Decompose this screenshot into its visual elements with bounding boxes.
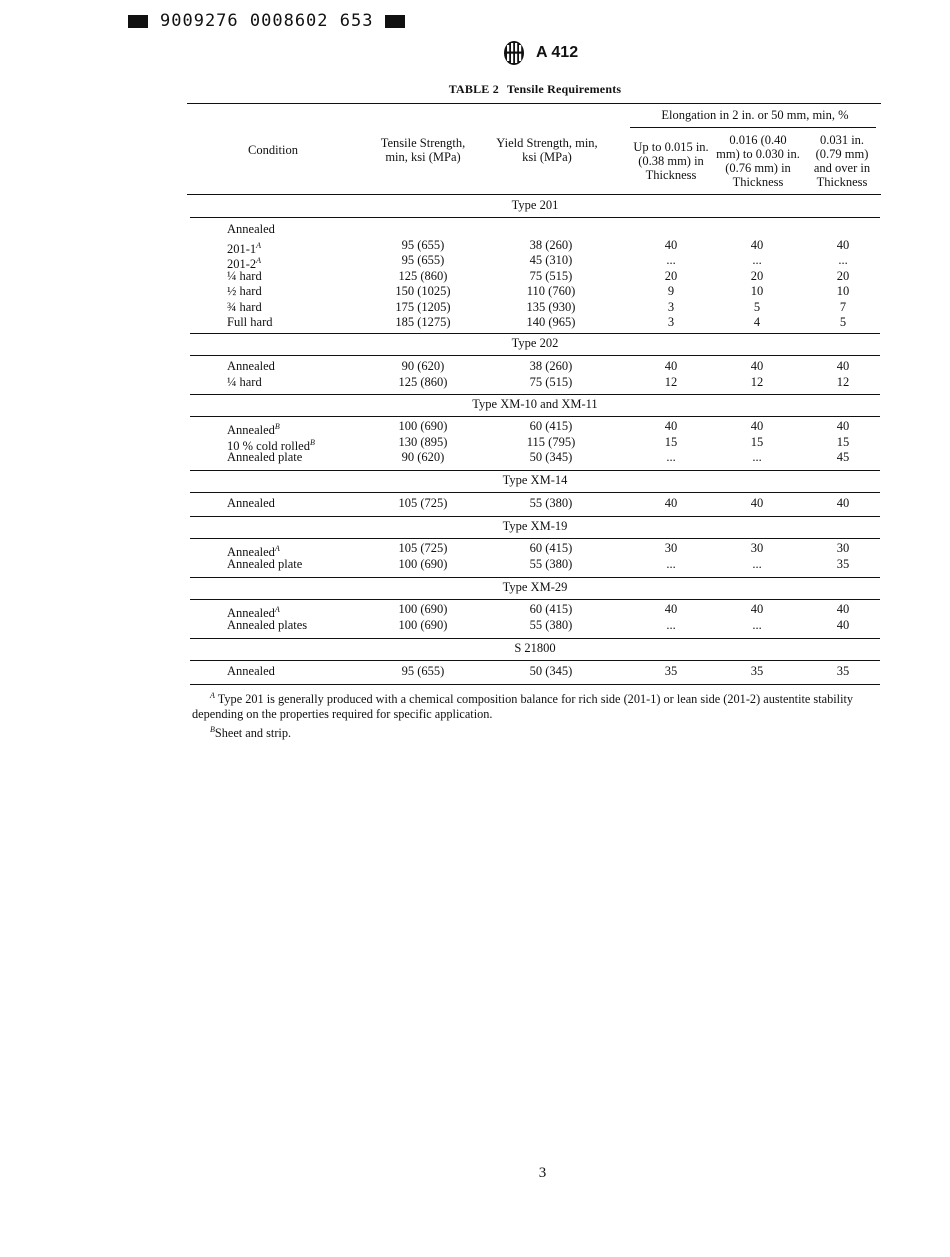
footnote-a: [192, 688, 892, 722]
condition-text: ¾ hard: [227, 299, 262, 314]
footnote-ref: A: [274, 544, 280, 553]
footnote-ref: A: [256, 240, 262, 250]
condition-text: Annealed: [227, 545, 275, 560]
table-cell-e3: 40: [836, 602, 850, 616]
table-cell-yield: 60 (415): [529, 419, 573, 433]
col-header-tensile: Tensile Strength, min, ksi (MPa): [380, 136, 466, 164]
condition-text: Annealed: [227, 222, 275, 236]
table-cell-tensile: 100 (690): [398, 556, 448, 571]
table-cell-e1: 15: [664, 434, 678, 449]
table-cell-e2: 40: [750, 496, 764, 510]
page-number: 3: [538, 1165, 547, 1181]
footnote-b-text: Sheet and strip.: [214, 726, 292, 741]
table-cell-e2: 40: [750, 419, 764, 433]
condition-text: Annealed plate: [227, 556, 303, 571]
footnote-a-text: Type 201 is generally produced with a chemical composition balance for rich side (201-1) or lean side (201-2) austentite stability depending on the properties required for specific application.: [192, 692, 854, 722]
table-row-condition: [227, 222, 275, 237]
table-cell-e1: 9: [667, 284, 675, 298]
section-header-rule: [190, 217, 880, 218]
condition-text: Annealed: [227, 359, 275, 373]
table-cell-e2: 40: [750, 359, 764, 373]
condition-text: ¼ hard: [227, 374, 262, 389]
table-row-condition: [227, 664, 275, 679]
table-cell-tensile: 175 (1205): [395, 299, 451, 314]
table-cell-tensile: 95 (655): [401, 253, 445, 267]
astm-logo-icon: [502, 39, 526, 67]
table-cell-yield: 110 (760): [526, 284, 576, 298]
section-header-rule: [190, 660, 880, 661]
section-top-rule: [190, 577, 880, 578]
table-cell-tensile: 150 (1025): [395, 284, 451, 298]
table-cell-tensile: 105 (725): [398, 541, 448, 555]
table-cell-e2: ...: [752, 450, 762, 464]
table-bottom-rule: [190, 684, 880, 685]
table-cell-yield: 55 (380): [529, 556, 573, 571]
table-cell-e1: ...: [666, 450, 676, 464]
table-cell-yield: 75 (515): [529, 268, 573, 283]
table-cell-e3: 15: [836, 434, 850, 449]
table-row-condition: [227, 557, 302, 572]
table-cell-e2: 30: [750, 541, 764, 555]
footnote-ref: A: [274, 605, 280, 614]
condition-text: Annealed: [227, 496, 275, 510]
table-cell-yield: 38 (260): [529, 237, 573, 252]
table-cell-e2: 5: [753, 299, 761, 314]
table-cell-e2: ...: [752, 556, 762, 571]
condition-text: Annealed plates: [227, 617, 308, 632]
section-title: Type XM-10 and XM-11: [472, 397, 598, 411]
table-cell-e1: 20: [664, 268, 678, 283]
table-cell-e1: ...: [666, 556, 676, 571]
condition-text: Annealed: [227, 664, 275, 678]
table-cell-tensile: 130 (895): [398, 434, 448, 449]
table-cell-e3: 40: [836, 419, 850, 433]
table-cell-e3: 30: [836, 541, 850, 555]
document-code-line: [128, 10, 405, 32]
table-cell-tensile: 95 (655): [401, 237, 445, 252]
condition-text: Annealed plate: [227, 450, 303, 464]
table-cell-yield: 115 (795): [526, 434, 576, 449]
table-cell-e3: 10: [836, 284, 850, 298]
table-cell-yield: 50 (345): [529, 450, 573, 464]
section-header-rule: [190, 492, 880, 493]
table-cell-yield: 45 (310): [529, 253, 573, 267]
table-cell-e3: 20: [836, 268, 850, 283]
col-header-thick: 0.031 in. (0.79 mm) and over in Thickness: [813, 133, 871, 189]
table-number: TABLE 2: [448, 82, 499, 96]
col-header-thin: Up to 0.015 in. (0.38 mm) in Thickness: [633, 140, 709, 182]
section-header-rule: [190, 416, 880, 417]
table-cell-tensile: 100 (690): [398, 602, 448, 616]
document-code: 9009276 0008602 653: [160, 11, 374, 31]
table-cell-e2: 10: [750, 284, 764, 298]
table-cell-e2: ...: [752, 253, 762, 267]
table-row-condition: [227, 300, 262, 315]
header-bottom-rule: [187, 194, 881, 195]
section-top-rule: [190, 470, 880, 471]
condition-text: Annealed: [227, 606, 275, 621]
table-row-condition: [227, 284, 262, 299]
section-title: Type XM-14: [502, 473, 568, 487]
table-row-condition: [227, 375, 262, 390]
table-top-rule: [187, 103, 881, 104]
condition-text: ½ hard: [227, 284, 262, 298]
table-row-condition: [227, 450, 302, 465]
table-cell-e3: 5: [839, 315, 847, 329]
table-cell-yield: 140 (965): [526, 315, 576, 329]
footnote-ref: A: [256, 256, 262, 265]
col-header-yield: Yield Strength, min, ksi (MPa): [496, 136, 598, 164]
table-cell-tensile: 90 (620): [401, 359, 445, 373]
table-cell-yield: 50 (345): [529, 664, 573, 678]
table-cell-e3: 7: [839, 299, 847, 314]
table-cell-e2: 35: [750, 664, 764, 678]
standard-designation: A 412: [536, 44, 579, 61]
barcode-block-right: [385, 15, 405, 28]
section-header-rule: [190, 599, 880, 600]
table-title-text: Tensile Requirements: [506, 82, 622, 96]
table-cell-e1: 3: [667, 315, 675, 329]
table-cell-e3: 40: [836, 237, 850, 252]
footnote-ref: B: [309, 437, 315, 447]
section-title: S 21800: [514, 641, 556, 655]
barcode-block-left: [128, 15, 148, 28]
table-cell-e3: 40: [836, 359, 850, 373]
table-cell-e1: 40: [664, 602, 678, 616]
col-header-mid: 0.016 (0.40 mm) to 0.030 in. (0.76 mm) in Thickness: [716, 133, 800, 189]
section-header-rule: [190, 538, 880, 539]
table-title: [0, 82, 950, 97]
table-cell-yield: 55 (380): [529, 617, 573, 632]
table-cell-e2: 4: [753, 315, 761, 329]
table-row-condition: [227, 618, 307, 633]
table-row-condition: [227, 496, 275, 511]
table-cell-e2: 40: [750, 602, 764, 616]
table-cell-e1: 35: [664, 664, 678, 678]
condition-text: 201-1: [227, 241, 257, 256]
table-cell-e3: 40: [836, 617, 850, 632]
table-cell-yield: 135 (930): [526, 299, 576, 314]
table-cell-e2: 12: [750, 374, 764, 389]
table-footnotes: [192, 688, 892, 741]
table-cell-tensile: 100 (690): [398, 617, 448, 632]
table-cell-e2: 40: [750, 237, 764, 252]
section-title: Type 201: [511, 198, 559, 212]
section-top-rule: [190, 516, 880, 517]
condition-text: Full hard: [227, 315, 273, 329]
section-top-rule: [190, 394, 880, 395]
condition-text: 201-2: [227, 257, 257, 272]
table-cell-e3: 45: [836, 450, 850, 464]
table-cell-tensile: 90 (620): [401, 450, 445, 464]
table-cell-e1: ...: [666, 617, 676, 632]
condition-text: ¼ hard: [227, 268, 262, 283]
condition-text: 10 % cold rolled: [227, 438, 310, 453]
section-title: Type XM-29: [502, 580, 568, 594]
section-header-rule: [190, 355, 880, 356]
table-cell-tensile: 125 (860): [398, 374, 448, 389]
table-cell-e1: 30: [664, 541, 678, 555]
footnote-b: [192, 722, 892, 741]
table-cell-tensile: 105 (725): [398, 496, 448, 510]
table-cell-tensile: 185 (1275): [395, 315, 451, 329]
table-cell-e1: 40: [664, 496, 678, 510]
elongation-group-header: Elongation in 2 in. or 50 mm, min, %: [661, 108, 849, 122]
table-cell-yield: 60 (415): [529, 602, 573, 616]
table-cell-e1: 3: [667, 299, 675, 314]
table-cell-yield: 55 (380): [529, 496, 573, 510]
section-title: Type 202: [511, 336, 559, 350]
section-title: Type XM-19: [502, 519, 568, 533]
section-top-rule: [190, 333, 880, 334]
table-cell-e2: ...: [752, 617, 762, 632]
table-cell-e2: 15: [750, 434, 764, 449]
table-cell-yield: 75 (515): [529, 374, 573, 389]
table-row-condition: [227, 315, 272, 330]
col-header-condition: Condition: [247, 143, 298, 157]
table-cell-e3: 35: [836, 556, 850, 571]
table-cell-tensile: 125 (860): [398, 268, 448, 283]
footnote-a-mark: A: [210, 691, 215, 700]
table-cell-e2: 20: [750, 268, 764, 283]
table-cell-e3: ...: [838, 253, 848, 267]
table-row-condition: [227, 269, 262, 284]
elongation-group-rule: [630, 127, 876, 128]
table-cell-e3: 12: [836, 374, 850, 389]
table-cell-e3: 35: [836, 664, 850, 678]
table-cell-e3: 40: [836, 496, 850, 510]
footnote-ref: B: [274, 422, 280, 431]
table-cell-tensile: 100 (690): [398, 419, 448, 433]
table-cell-e1: 40: [664, 359, 678, 373]
page-header: [502, 38, 578, 68]
table-cell-e1: 40: [664, 419, 678, 433]
section-top-rule: [190, 638, 880, 639]
table-cell-e1: ...: [666, 253, 676, 267]
table-cell-yield: 60 (415): [529, 541, 573, 555]
table-cell-e1: 12: [664, 374, 678, 389]
table-cell-tensile: 95 (655): [401, 664, 445, 678]
condition-text: Annealed: [227, 423, 275, 438]
table-cell-yield: 38 (260): [529, 359, 573, 373]
footnote-b-mark: B: [210, 725, 215, 735]
table-cell-e1: 40: [664, 237, 678, 252]
table-row-condition: [227, 359, 275, 374]
